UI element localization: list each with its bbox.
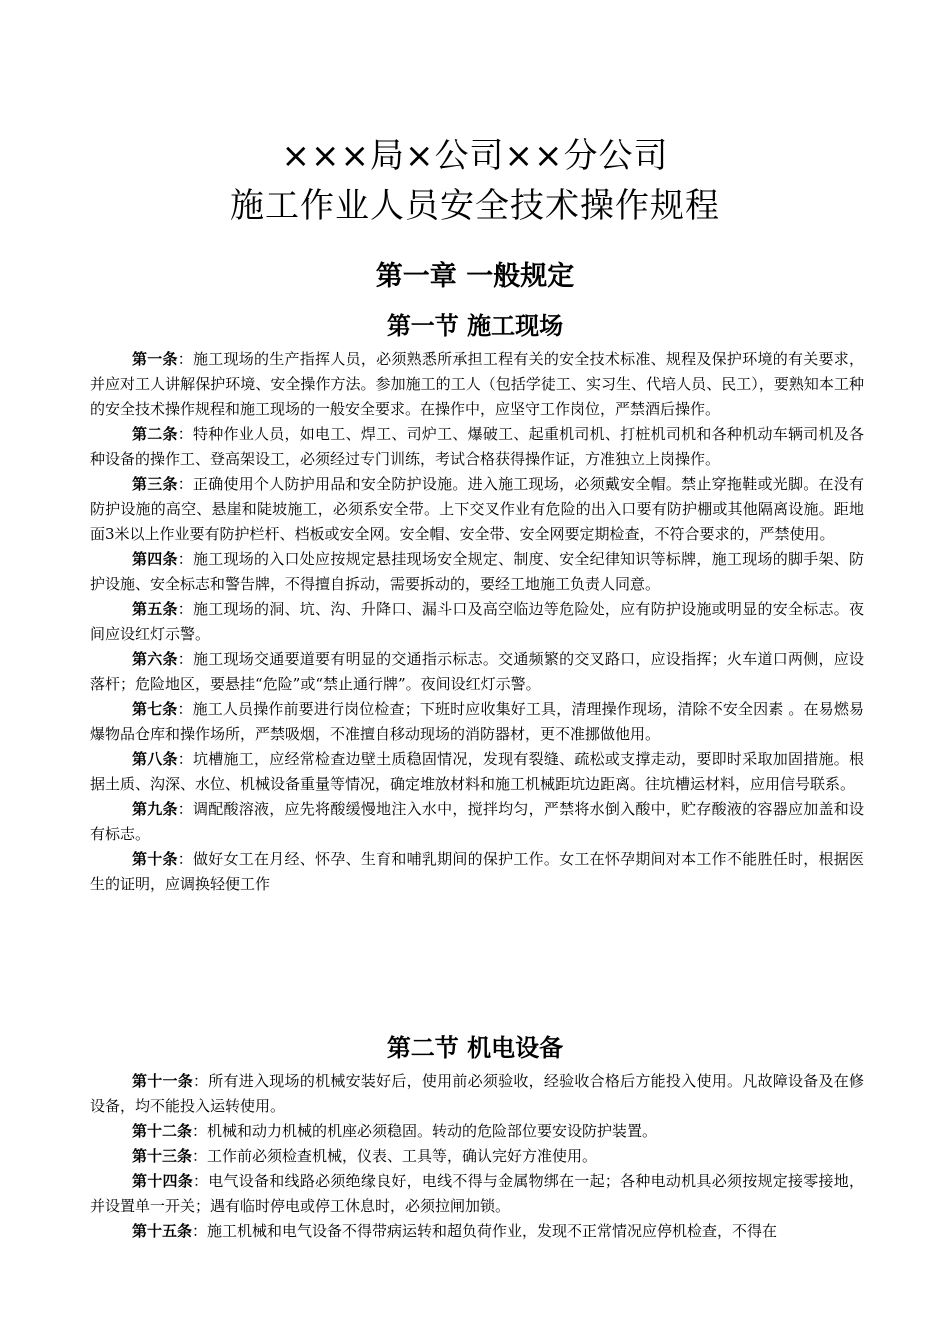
article-text: ：机械和动力机械的机座必须稳固。转动的危险部位要安设防护装置。 [192,1122,658,1140]
article-text: ：特种作业人员，如电工、焊工、司炉工、爆破工、起重机司机、打桩机司机和各种机动车辆司机及各种设备的操作工、登高架设工，必须经过专门训练，考试合格获得操作证，方准独立上岗操作。 [90,425,864,468]
article-1 [90,347,864,422]
article-label: 第三条 [132,475,178,493]
article-9 [90,797,864,847]
article-text: ：所有进入现场的机械安装好后，使用前必须验收，经验收合格后方能投入使用。凡故障设备及在修设备，均不能投入运转使用。 [90,1072,864,1115]
article-10 [90,847,864,897]
section-title-site: 第一节 施工现场 [386,311,564,340]
article-label: 第十二条 [132,1122,193,1140]
article-label: 第十三条 [132,1147,193,1165]
article-text: ：调配酸溶液，应先将酸缓慢地注入水中，搅拌均匀，严禁将水倒入酸中，贮存酸液的容器应加盖和设有标志。 [90,800,864,843]
article-label: 第九条 [132,800,178,818]
article-8 [90,747,864,797]
article-text: ：工作前必须检查机械，仪表、工具等，确认完好方准使用。 [192,1147,598,1165]
article-11 [90,1069,864,1119]
article-label: 第四条 [132,550,178,568]
article-4 [90,547,864,597]
chapter-title: 第一章 一般规定 [375,261,575,292]
article-3 [90,472,864,547]
article-text: ：坑槽施工，应经常检查边壁土质稳固情况，发现有裂缝、疏松或支撑走动，要即时采取加固措施。根据土质、沟深、水位、机械设备重量等情况，确定堆放材料和施工机械距坑边距离。往坑槽运材料，应用信号联系。 [90,750,864,793]
article-label: 第五条 [132,600,178,618]
document-title-line2: 施工作业人员安全技术操作规程 [230,186,720,226]
article-label: 第一条 [132,350,178,368]
article-7 [90,697,864,747]
article-text: ：施工现场的生产指挥人员，必须熟悉所承担工程有关的安全技术标准、规程及保护环境的有关要求，并应对工人讲解保护环境、安全操作方法。参加施工的工人（包括学徒工、实习生、代培人员、民工），要熟知本工种的安全技术操作规程和施工现场的一般安全要求。在操作中，应坚守工作岗位，严禁酒后操作。 [90,350,864,418]
article-12 [90,1119,864,1144]
section-body-site [90,347,864,897]
article-5 [90,597,864,647]
article-label: 第八条 [132,750,178,768]
article-label: 第二条 [132,425,178,443]
article-text: ：电气设备和线路必须绝缘良好，电线不得与金属物绑在一起；各种电动机具必须按规定接零接地，并设置单一开关；遇有临时停电或停工休息时，必须拉闸加锁。 [90,1172,864,1215]
article-text: ：施工人员操作前要进行岗位检查；下班时应收集好工具，清理操作现场，清除不安全因素 。在易燃易爆物品仓库和操作场所，严禁吸烟，不准擅自移动现场的消防器材，更不准挪做他用。 [90,700,864,743]
article-label: 第七条 [132,700,178,718]
section-title-equipment: 第二节 机电设备 [386,1033,564,1062]
document-title-line1: ×××局×公司××分公司 [281,136,669,176]
article-text: ：正确使用个人防护用品和安全防护设施。进入施工现场，必须戴安全帽。禁止穿拖鞋或光脚。在没有防护设施的高空、悬崖和陡坡施工，必须系安全带。上下交叉作业有危险的出入口要有防护棚或其他隔离设施。距地面3米以上作业要有防护栏杆、档板或安全网。安全帽、安全带、安全网要定期检查，不符合要求的，严禁使用。 [90,475,864,543]
section-body-equipment [90,1069,864,1244]
article-label: 第六条 [132,650,178,668]
article-text: ：施工机械和电气设备不得带病运转和超负荷作业，发现不正常情况应停机检查，不得在 [192,1222,778,1240]
article-label: 第十四条 [132,1172,194,1190]
article-14 [90,1169,864,1219]
article-13 [90,1144,864,1169]
article-label: 第十五条 [132,1222,193,1240]
article-text: ：施工现场的入口处应按规定悬挂现场安全规定、制度、安全纪律知识等标牌，施工现场的脚手架、防护设施、安全标志和警告牌，不得擅自拆动，需要拆动的，要经工地施工负责人同意。 [90,550,864,593]
article-text: ：施工现场的洞、坑、沟、升降口、漏斗口及高空临边等危险处，应有防护设施或明显的安全标志。夜间应设红灯示警。 [90,600,864,643]
article-2 [90,422,864,472]
article-label: 第十条 [132,850,178,868]
article-6 [90,647,864,697]
article-label: 第十一条 [132,1072,194,1090]
article-15 [90,1219,864,1244]
article-text: ：施工现场交通要道要有明显的交通指示标志。交通频繁的交叉路口，应设指挥；火车道口两侧，应设落杆；危险地区，要悬挂“危险”或“禁止通行牌”。夜间设红灯示警。 [90,650,864,693]
article-text: ：做好女工在月经、怀孕、生育和哺乳期间的保护工作。女工在怀孕期间对本工作不能胜任时，根据医生的证明，应调换轻便工作 [90,850,864,893]
